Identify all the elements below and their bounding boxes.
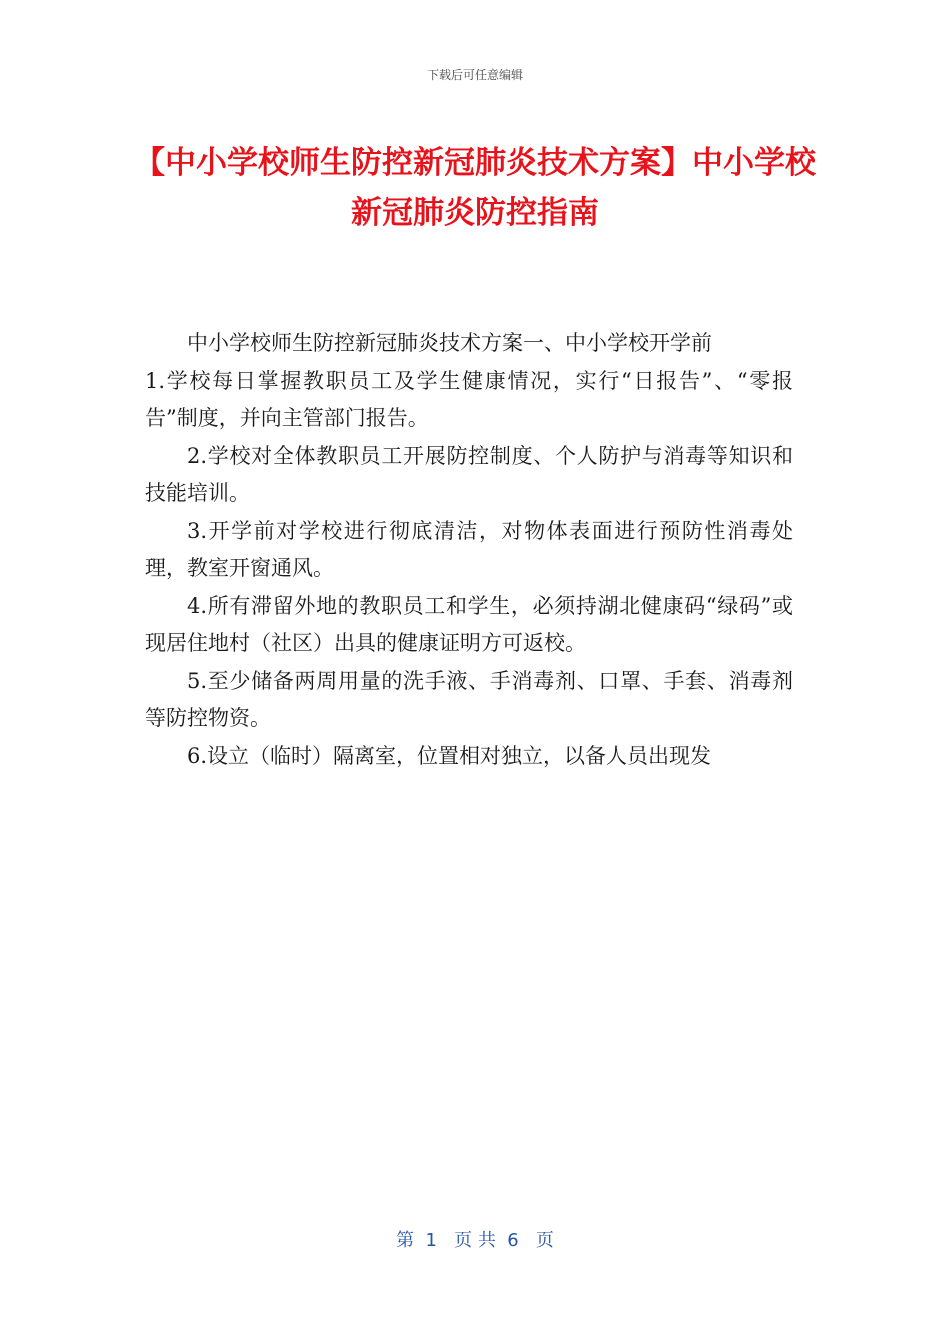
paragraph-item-1: 1.学校每日掌握教职员工及学生健康情况，实行“日报告”、“零报告”制度，并向主管部门报告。 xyxy=(145,368,793,430)
paragraph-intro: 中小学校师生防控新冠肺炎技术方案一、中小学校开学前 xyxy=(187,331,712,355)
paragraph-item-6: 6.设立（临时）隔离室，位置相对独立，以备人员出现发 xyxy=(187,743,712,768)
paragraph-item-2: 2.学校对全体教职员工开展防控制度、个人防护与消毒等知识和技能培训。 xyxy=(145,443,793,505)
paragraph-item-5: 5.至少储备两周用量的洗手液、手消毒剂、口罩、手套、消毒剂等防控物资。 xyxy=(145,668,793,730)
paragraph-item-3: 3.开学前对学校进行彻底清洁，对物体表面进行预防性消毒处理，教室开窗通风。 xyxy=(145,518,793,580)
document-body xyxy=(145,325,793,775)
document-title: 【中小学校师生防控新冠肺炎技术方案】中小学校新冠肺炎防控指南 xyxy=(134,145,816,231)
paragraph-item-4: 4.所有滞留外地的教职员工和学生，必须持湖北健康码“绿码”或现居住地村（社区）出具的健康证明方可返校。 xyxy=(145,593,793,655)
header-note: 下载后可任意编辑 xyxy=(426,68,523,82)
page-footer: 第 1 页 共 6 页 xyxy=(396,1230,554,1251)
